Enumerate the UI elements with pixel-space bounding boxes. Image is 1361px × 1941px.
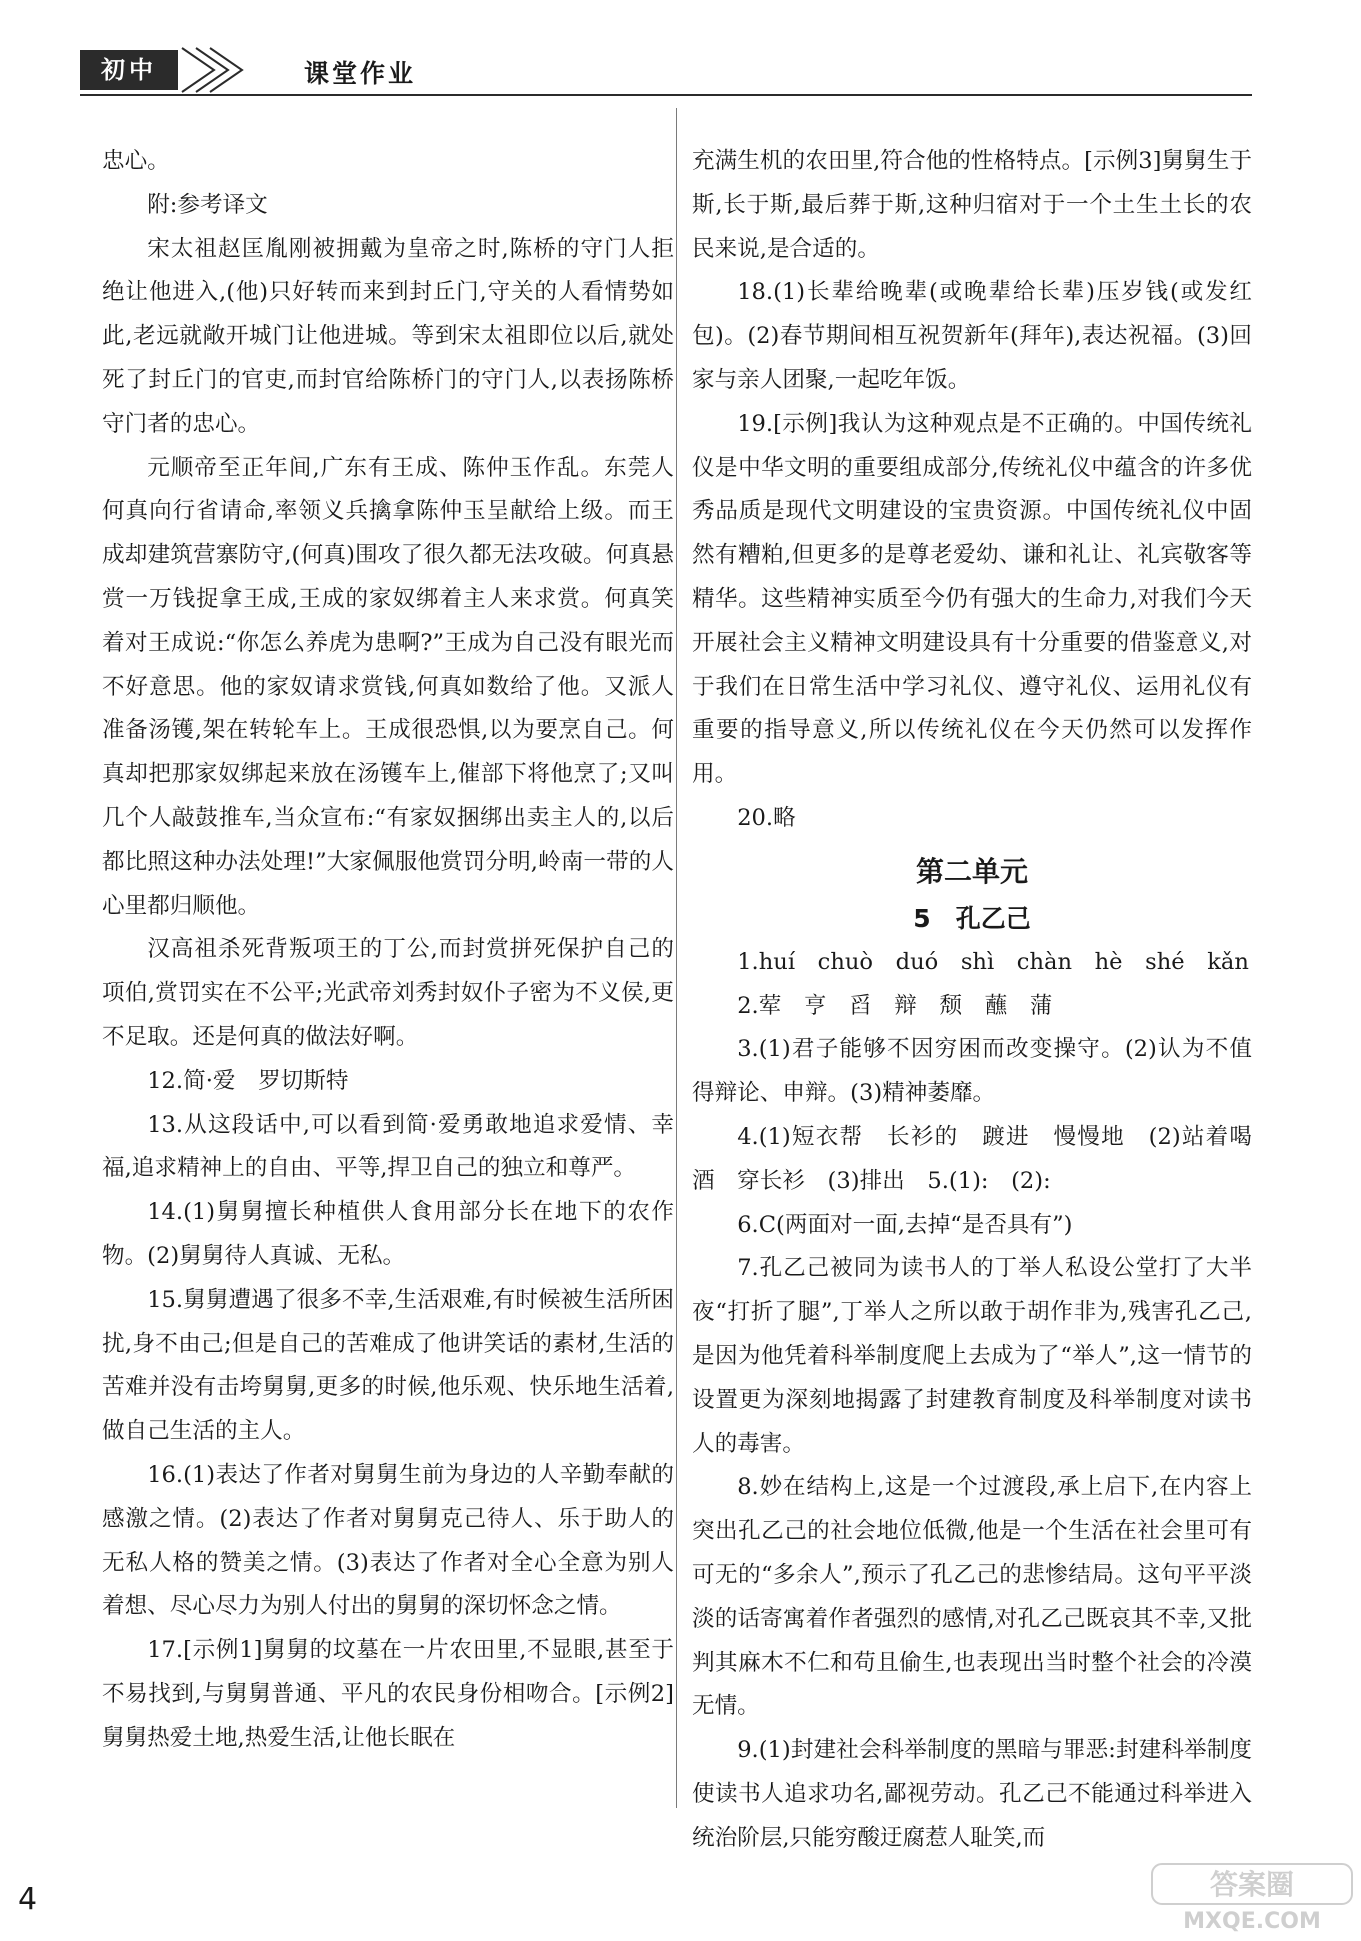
answer-paragraph: 8.妙在结构上,这是一个过渡段,承上启下,在内容上突出孔乙己的社会地位低微,他是一个生活在社会里可有可无的“多余人”,预示了孔乙己的悲惨结局。这句平平淡淡的话寄寓着作者强烈的感情,对孔乙己既哀其不幸,又批判其麻木不仁和苟且偷生,也表现出当时整个社会的冷漠无情。 — [692, 1474, 1252, 1720]
left-column — [102, 140, 674, 1760]
lesson-title: 5 孔乙己 — [913, 903, 1031, 933]
answer-paragraph: 20.略 — [737, 804, 796, 831]
answer-paragraph: 9.(1)封建社会科举制度的黑暗与罪恶:封建科举制度使读书人追求功名,鄙视劳动。孔乙己不能通过科举进入统治阶层,只能穷酸迂腐惹人耻笑,而 — [692, 1737, 1252, 1851]
answer-paragraph: 忠心。 — [102, 148, 170, 174]
answer-paragraph: 12.简·爱 罗切斯特 — [147, 1067, 349, 1094]
answer-paragraph: 2.荤 亨 舀 辩 颓 蘸 蒲 — [737, 992, 1053, 1019]
answer-paragraph: 充满生机的农田里,符合他的性格特点。[示例3]舅舅生于斯,长于斯,最后葬于斯,这种归宿对于一个土生土长的农民来说,是合适的。 — [692, 148, 1252, 262]
double-chevron-icon — [180, 46, 290, 94]
answer-paragraph: 17.[示例1]舅舅的坟墓在一片农田里,不显眼,甚至于不易找到,与舅舅普通、平凡的农民身份相吻合。[示例2]舅舅热爱土地,热爱生活,让他长眠在 — [102, 1637, 674, 1751]
grade-tag: 初中 — [80, 50, 178, 90]
answer-paragraph: 汉高祖杀死背叛项王的丁公,而封赏拼死保护自己的项伯,赏罚实在不公平;光武帝刘秀封奴仆子密为不义侯,更不足取。还是何真的做法好啊。 — [102, 936, 674, 1050]
answer-paragraph: 18.(1)长辈给晚辈(或晚辈给长辈)压岁钱(或发红包)。(2)春节期间相互祝贺新年(拜年),表达祝福。(3)回家与亲人团聚,一起吃年饭。 — [692, 279, 1252, 393]
answer-paragraph: 15.舅舅遭遇了很多不幸,生活艰难,有时候被生活所困扰,身不由己;但是自己的苦难成了他讲笑话的素材,生活的苦难并没有击垮舅舅,更多的时候,他乐观、快乐地生活着,做自己生活的主人。 — [102, 1286, 674, 1445]
answer-paragraph: 附:参考译文 — [147, 191, 268, 218]
column-divider — [676, 108, 677, 1808]
answer-paragraph: 16.(1)表达了作者对舅舅生前为身边的人辛勤奉献的感激之情。(2)表达了作者对舅舅克己待人、乐于助人的无私人格的赞美之情。(3)表达了作者对全心全意为别人着想、尽心尽力为别人付出的舅舅的深切怀念之情。 — [102, 1461, 674, 1620]
unit-title: 第二单元 — [915, 854, 1028, 888]
header-rule — [80, 94, 1252, 96]
page-header — [80, 46, 1252, 94]
answer-paragraph: 14.(1)舅舅擅长种植供人食用部分长在地下的农作物。(2)舅舅待人真诚、无私。 — [102, 1199, 674, 1269]
watermark-logo — [1148, 1860, 1356, 1936]
svg-text:MXQE.COM: MXQE.COM — [1183, 1909, 1321, 1934]
page-number: 4 — [18, 1882, 38, 1917]
right-column — [692, 140, 1252, 1860]
answer-paragraph: 4.(1)短衣帮 长衫的 踱进 慢慢地 (2)站着喝酒 穿长衫 (3)排出 5.(1): (2): — [692, 1123, 1252, 1194]
answer-paragraph: 13.从这段话中,可以看到简·爱勇敢地追求爱情、幸福,追求精神上的自由、平等,捍卫自己的独立和尊严。 — [102, 1111, 674, 1182]
answer-paragraph: 元顺帝至正年间,广东有王成、陈仲玉作乱。东莞人何真向行省请命,率领义兵擒拿陈仲玉呈献给上级。而王成却建筑营寨防守,(何真)围攻了很久都无法攻破。何真悬赏一万钱捉拿王成,王成的家奴绑着主人来求赏。何真笑着对王成说:“你怎么养虎为患啊?”王成为自己没有眼光而不好意思。他的家奴请求赏钱,何真如数给了他。又派人准备汤镬,架在转轮车上。王成很恐惧,以为要烹自己。何真却把那家奴绑起来放在汤镬车上,催部下将他烹了;又叫几个人敲鼓推车,当众宣布:“有家奴捆绑出卖主人的,以后都比照这种办法处理!”大家佩服他赏罚分明,岭南一带的人心里都归顺他。 — [102, 454, 674, 919]
answer-paragraph: 3.(1)君子能够不因穷困而改变操守。(2)认为不值得辩论、申辩。(3)精神萎靡。 — [692, 1036, 1252, 1107]
answer-paragraph: 19.[示例]我认为这种观点是不正确的。中国传统礼仪是中华文明的重要组成部分,传统礼仪中蕴含的许多优秀品质是现代文明建设的宝贵资源。中国传统礼仪中固然有糟粕,但更多的是尊老爱幼、谦和礼让、礼宾敬客等精华。这些精神实质至今仍有强大的生命力,对我们今天开展社会主义精神文明建设具有十分重要的借鉴意义,对于我们在日常生活中学习礼仪、遵守礼仪、运用礼仪有重要的指导意义,所以传统礼仪在今天仍然可以发挥作用。 — [692, 410, 1252, 788]
answer-paragraph: 6.C(两面对一面,去掉“是否具有”) — [737, 1211, 1073, 1238]
answer-paragraph: 1.huí chuò duó shì chàn hè shé kǎn — [737, 948, 1249, 975]
svg-text:答案圈: 答案圈 — [1209, 1868, 1295, 1901]
book-title: 课堂作业 — [304, 59, 417, 88]
answer-paragraph: 宋太祖赵匡胤刚被拥戴为皇帝之时,陈桥的守门人拒绝让他进入,(他)只好转而来到封丘门,守关的人看情势如此,老远就敞开城门让他进城。等到宋太祖即位以后,就处死了封丘门的官吏,而封官给陈桥门的守门人,以表扬陈桥守门者的忠心。 — [102, 235, 674, 437]
answer-paragraph: 7.孔乙己被同为读书人的丁举人私设公堂打了大半夜“打折了腿”,丁举人之所以敢于胡作非为,残害孔乙己,是因为他凭着科举制度爬上去成为了“举人”,这一情节的设置更为深刻地揭露了封建教育制度及科举制度对读书人的毒害。 — [692, 1255, 1252, 1457]
